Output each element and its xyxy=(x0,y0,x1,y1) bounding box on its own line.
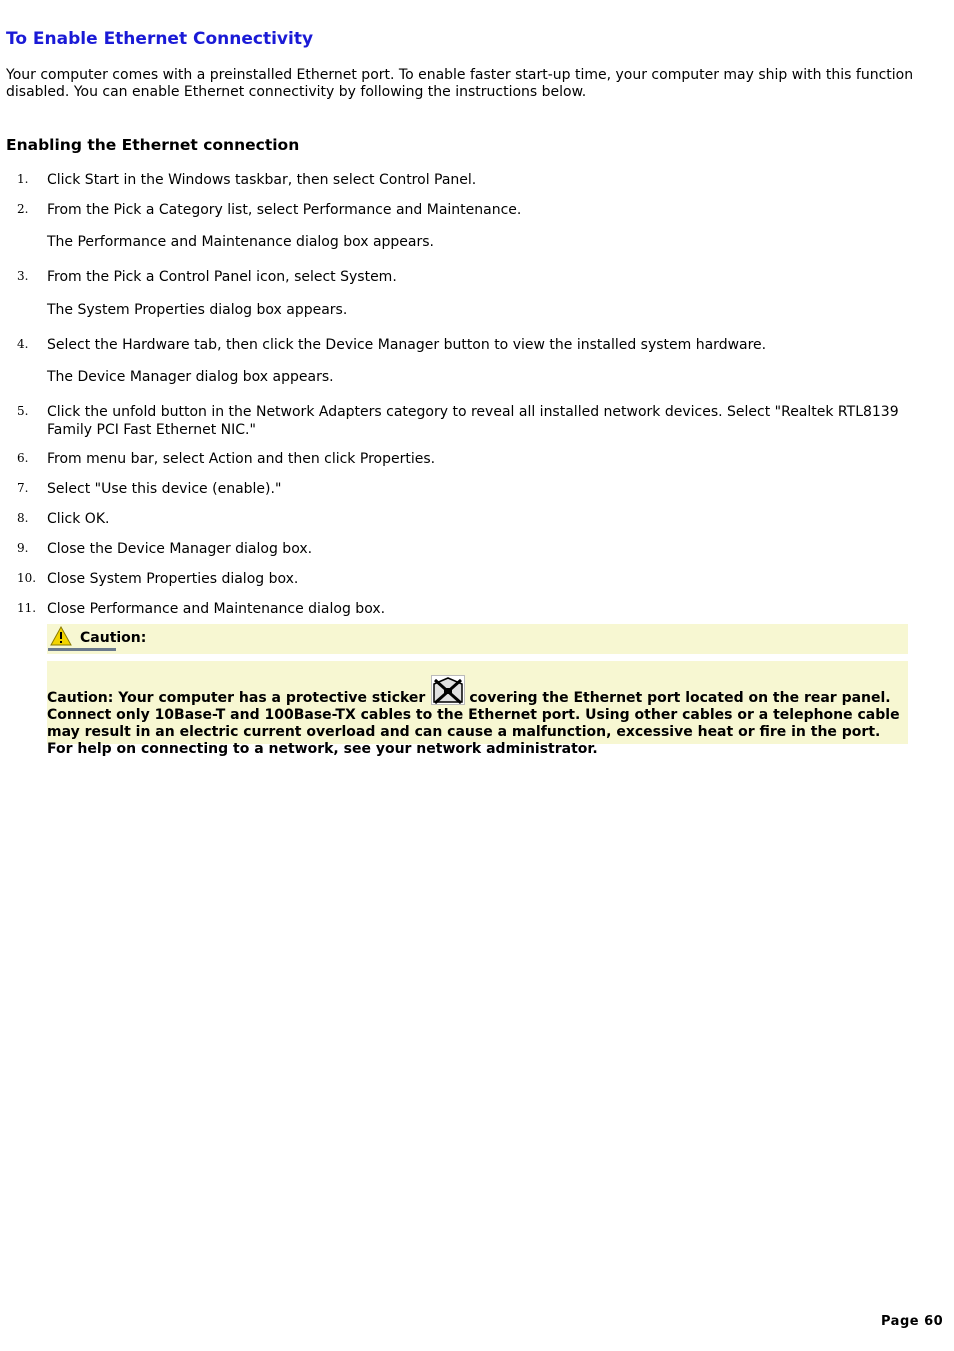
caution-text-after: covering the Ethernet port located on the rear panel. Connect only 10Base-T and 100Base-TX cables to the Ethernet port. Using other cables or a telephone cable may result in an electric current overload and can cause a malfunction, excessive heat or fire in the port. For help on connecting to a network, see your network administrator. xyxy=(47,690,900,757)
step-number: 8. xyxy=(17,511,29,525)
step-number: 6. xyxy=(17,451,29,465)
step-number: 10. xyxy=(17,571,37,585)
caution-text-before: Caution: Your computer has a protective sticker xyxy=(47,690,426,706)
step-text: Close System Properties dialog box. xyxy=(47,571,299,587)
step-note: The Device Manager dialog box appears. xyxy=(47,369,334,385)
step-text: From menu bar, select Action and then click Properties. xyxy=(47,451,436,467)
step-text: Select "Use this device (enable)." xyxy=(47,481,282,497)
step-number: 5. xyxy=(17,404,29,418)
intro-paragraph: Your computer comes with a preinstalled Ethernet port. To enable faster start-up time, your computer may ship with this function disabled. You can enable Ethernet connectivity by following the instructions below. xyxy=(6,67,914,100)
caution-text xyxy=(47,675,908,758)
step-text: From the Pick a Control Panel icon, select System. xyxy=(47,269,397,285)
caution-header xyxy=(47,624,908,654)
section-heading: Enabling the Ethernet connection xyxy=(6,136,300,154)
caution-box xyxy=(47,661,908,757)
step-text: Click Start in the Windows taskbar, then select Control Panel. xyxy=(47,172,477,188)
step-number: 4. xyxy=(17,337,29,351)
step-number: 7. xyxy=(17,481,29,495)
step-number: 11. xyxy=(17,601,37,615)
ethernet-sticker-icon xyxy=(431,675,465,705)
warning-triangle-icon xyxy=(50,626,72,646)
page-number: Page 60 xyxy=(881,1314,944,1329)
step-text: Close Performance and Maintenance dialog box. xyxy=(47,601,386,617)
page-title: To Enable Ethernet Connectivity xyxy=(6,29,314,49)
step-text: Click OK. xyxy=(47,511,110,527)
step-text: Close the Device Manager dialog box. xyxy=(47,541,313,557)
step-number: 1. xyxy=(17,172,29,186)
step-number: 2. xyxy=(17,202,29,216)
step-number: 9. xyxy=(17,541,29,555)
step-text: Click the unfold button in the Network Adapters category to reveal all installed network devices. Select "Realtek RTL8139 Family PCI Fast Ethernet NIC." xyxy=(47,404,899,438)
step-text: From the Pick a Category list, select Performance and Maintenance. xyxy=(47,202,522,218)
step-note: The System Properties dialog box appears. xyxy=(47,302,348,318)
caution-underline xyxy=(48,648,116,651)
step-number: 3. xyxy=(17,269,29,283)
caution-label: Caution: xyxy=(80,630,147,646)
step-text: Select the Hardware tab, then click the Device Manager button to view the installed system hardware. xyxy=(47,337,767,353)
step-note: The Performance and Maintenance dialog box appears. xyxy=(47,234,435,250)
